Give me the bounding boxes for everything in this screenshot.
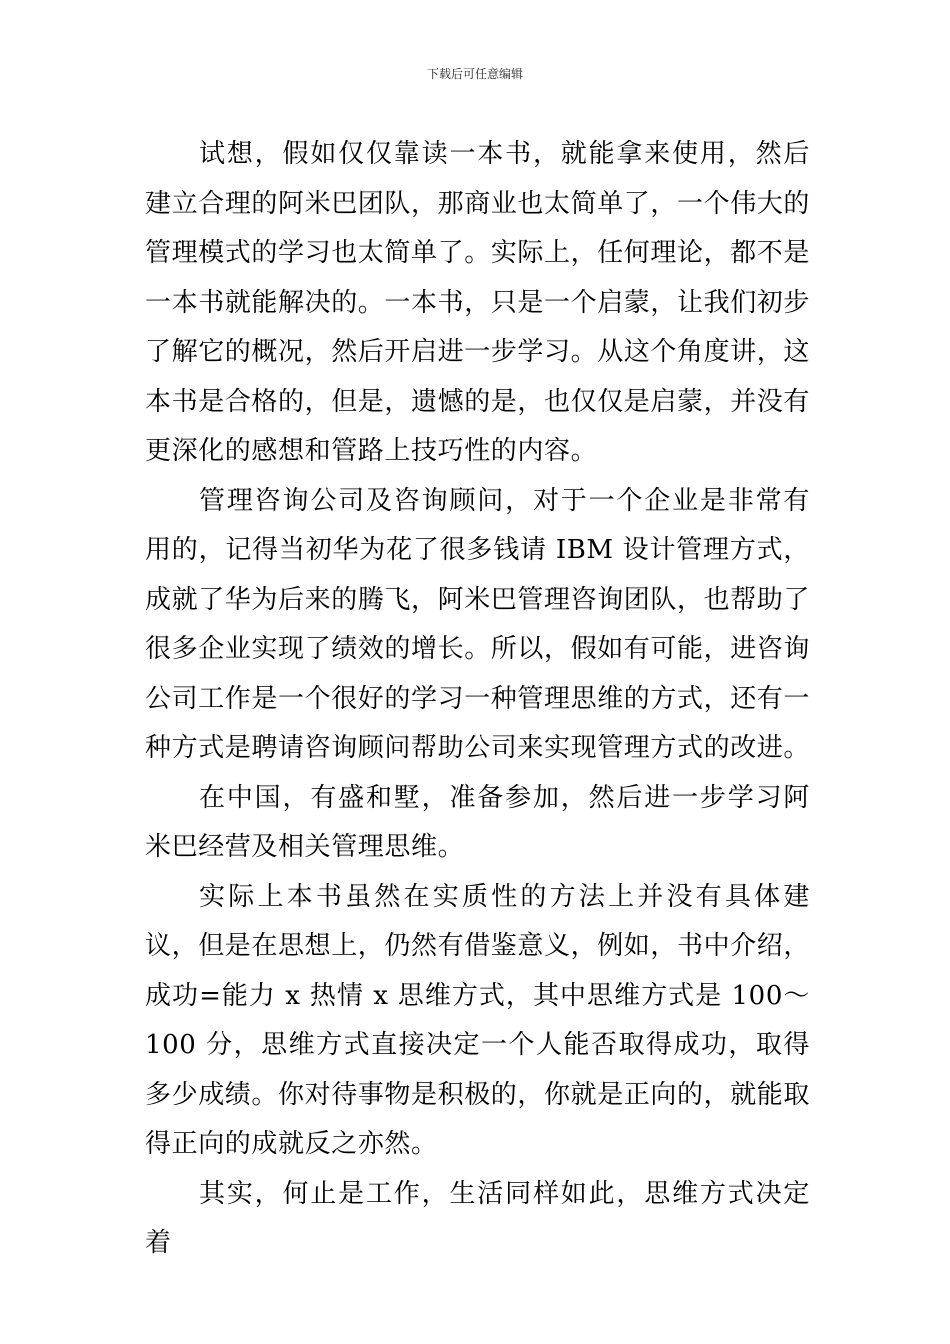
- paragraph: 试想，假如仅仅靠读一本书，就能拿来使用，然后建立合理的阿米巴团队，那商业也太简单了，一个伟大的管理模式的学习也太简单了。实际上，任何理论，都不是一本书就能解决的。一本书，只是一个启蒙，让我们初步了解它的概况，然后开启进一步学习。从这个角度讲，这本书是合格的，但是，遗憾的是，也仅仅是启蒙，并没有更深化的感想和管路上技巧性的内容。: [145, 139, 811, 466]
- document-body: [145, 130, 810, 1269]
- paragraph: 其实，何止是工作，生活同样如此，思维方式决定着: [145, 1178, 810, 1258]
- paragraph: 实际上本书虽然在实质性的方法上并没有具体建议，但是在思想上，仍然有借鉴意义，例如，书中介绍，成功=能力 x 热情 x 思维方式，其中思维方式是 100～100 分，思维方式直接决定一个人能否取得成功，取得多少成绩。你对待事物是积极的，你就是正向的，就能取得正向的成就反之亦然。: [145, 881, 811, 1159]
- paragraph: 在中国，有盛和墅，准备参加，然后进一步学习阿米巴经营及相关管理思维。: [145, 782, 810, 862]
- page-header: 下载后可任意编辑: [426, 67, 523, 81]
- paragraph: 管理咨询公司及咨询顾问，对于一个企业是非常有用的，记得当初华为花了很多钱请 IBM 设计管理方式，成就了华为后来的腾飞，阿米巴管理咨询团队，也帮助了很多企业实现了绩效的增长。所以，假如有可能，进咨询公司工作是一个很好的学习一种管理思维的方式，还有一种方式是聘请咨询顾问帮助公司来实现管理方式的改进。: [145, 485, 811, 763]
